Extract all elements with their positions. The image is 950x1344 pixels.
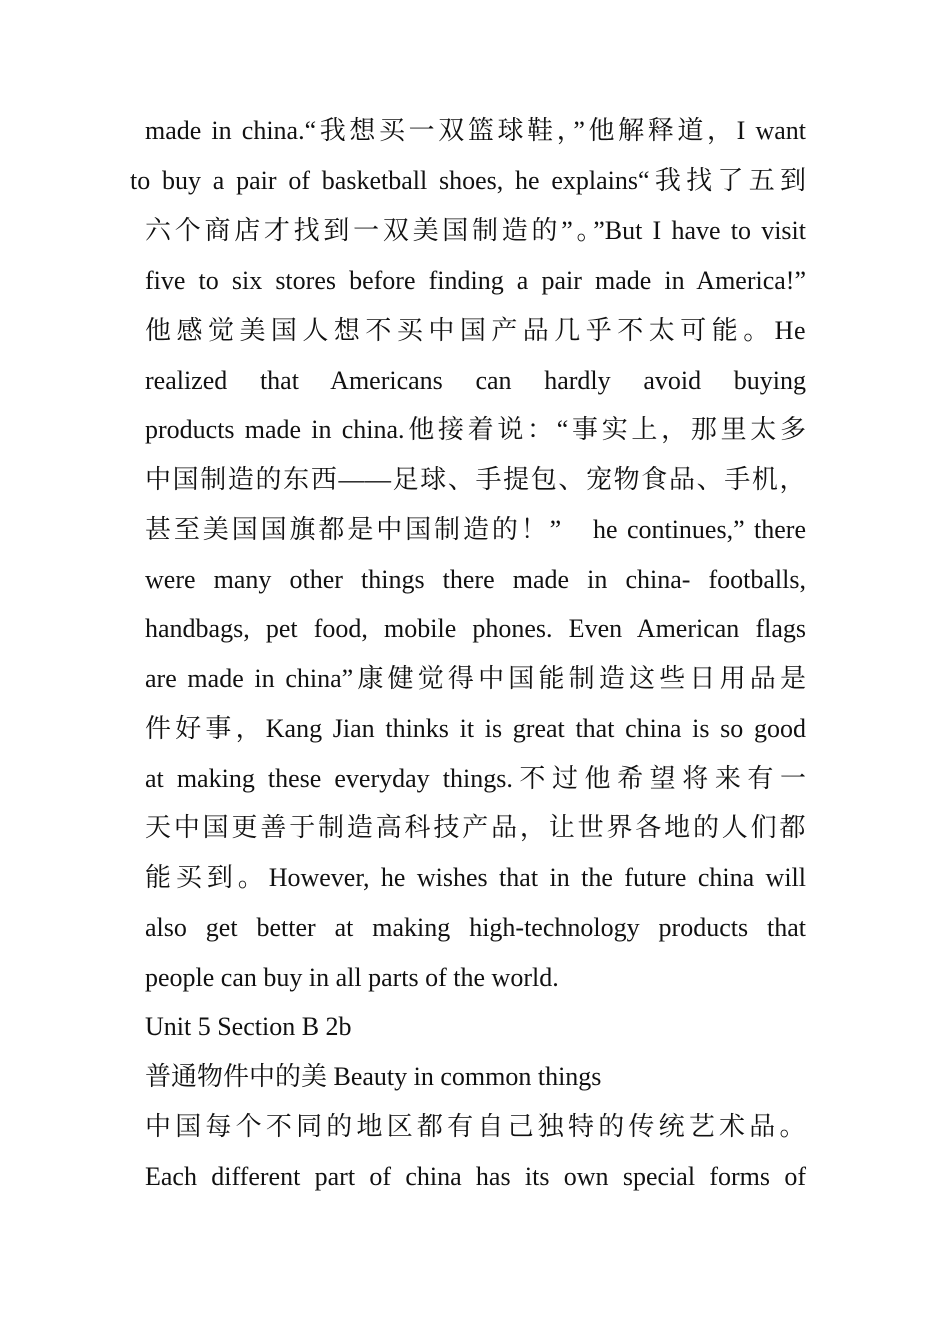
text-line: made in china.“我想买一双篮球鞋，”他解释道，I want bbox=[145, 116, 806, 145]
text-line: handbags, pet food, mobile phones. Even American flags bbox=[145, 614, 806, 643]
text-line: realized that Americans can hardly avoid buying bbox=[145, 366, 806, 395]
text-line: people can buy in all parts of the world. bbox=[145, 963, 559, 992]
text-line: 能买到。However, he wishes that in the future china will bbox=[145, 863, 806, 892]
text-line: at making these everyday things.不过他希望将来有一 bbox=[145, 764, 806, 793]
text-line: also get better at making high-technology products that bbox=[145, 913, 806, 942]
text-line: 中国制造的东西——足球、手提包、宠物食品、手机， bbox=[145, 465, 806, 494]
text-line: 甚至美国国旗都是中国制造的！” he continues,” there bbox=[145, 515, 806, 544]
text-line: 中国每个不同的地区都有自己独特的传统艺术品。 bbox=[145, 1112, 806, 1141]
text-line: 他感觉美国人想不买中国产品几乎不太可能。He bbox=[145, 316, 806, 345]
passage-title: 普通物件中的美 Beauty in common things bbox=[145, 1062, 602, 1091]
text-line: products made in china.他接着说：“事实上，那里太多 bbox=[145, 415, 806, 444]
text-line: 件好事，Kang Jian thinks it is great that china is so good bbox=[145, 714, 806, 743]
text-line: 六个商店才找到一双美国制造的”。”But I have to visit bbox=[145, 216, 806, 245]
text-line: to buy a pair of basketball shoes, he explains“我找了五到 bbox=[130, 166, 806, 195]
text-line: Each different part of china has its own special forms of bbox=[145, 1162, 806, 1191]
text-line: were many other things there made in china- footballs, bbox=[145, 565, 806, 594]
text-line: are made in china”康健觉得中国能制造这些日用品是 bbox=[145, 664, 806, 693]
section-heading: Unit 5 Section B 2b bbox=[145, 1012, 352, 1041]
text-line: 天中国更善于制造高科技产品，让世界各地的人们都 bbox=[145, 813, 806, 842]
text-line: five to six stores before finding a pair made in America!” bbox=[145, 266, 806, 295]
